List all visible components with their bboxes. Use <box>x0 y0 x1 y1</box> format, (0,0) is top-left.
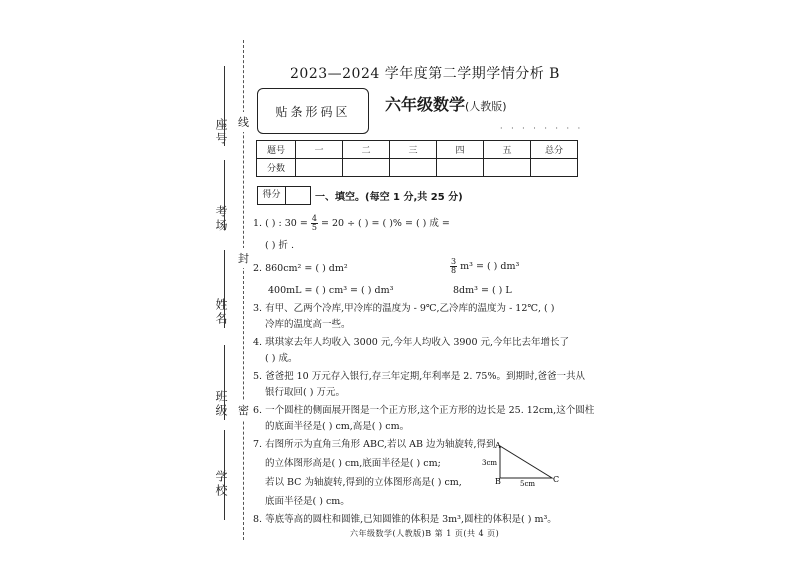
school-line <box>224 430 225 520</box>
barcode-label: 贴条形码区 <box>275 104 351 119</box>
question-7-line-3: 若以 BC 为轴旋转,得到的立体图形高是( ) cm, <box>265 477 462 488</box>
vertex-a-label: A <box>495 441 501 450</box>
vertex-c-label: C <box>553 475 560 484</box>
score-header-cell: 一 <box>296 141 343 159</box>
question-5-line-2: 银行取回( ) 万元。 <box>265 387 345 398</box>
subject-name: 六年级数学 <box>385 95 466 114</box>
score-header-cell: 题号 <box>257 141 296 159</box>
binding-label-seat: 座号 <box>214 118 228 146</box>
barcode-area <box>257 88 369 134</box>
question-3-line-2: 冷库的温度高一些。 <box>265 319 351 330</box>
section-heading: 一、填空。(每空 1 分,共 25 分) <box>315 192 463 203</box>
binding-char-feng: 封 <box>238 248 249 268</box>
question-6-line-2: 的底面半径是( ) cm,高是( ) cm。 <box>265 421 410 432</box>
binding-label-class: 班级 <box>214 390 228 418</box>
score-row-label: 分数 <box>257 159 296 177</box>
score-header-cell: 二 <box>343 141 390 159</box>
ab-length-label: 3cm <box>482 459 498 467</box>
binding-label-room: 考场 <box>214 205 228 233</box>
q1-frac-den: 5 <box>311 223 317 232</box>
binding-char-xian: 线 <box>238 112 249 132</box>
score-cell[interactable] <box>296 159 343 177</box>
score-header-cell: 总分 <box>531 141 578 159</box>
score-cell[interactable] <box>531 159 578 177</box>
header-dots: · · · · · · · · <box>500 124 584 133</box>
q2-frac-den: 8 <box>451 266 457 275</box>
section-score-label: 得分 <box>258 187 286 204</box>
q1-part-b: = 20 ÷ ( ) = ( )% = ( ) 成 = <box>320 218 450 229</box>
score-cell[interactable] <box>484 159 531 177</box>
triangle-abc <box>500 446 552 478</box>
question-4-line-2: ( ) 成。 <box>265 353 298 364</box>
question-1-line-1 <box>253 215 450 232</box>
score-cell[interactable] <box>390 159 437 177</box>
triangle-figure <box>482 438 562 488</box>
question-1-line-2: ( ) 折 . <box>265 240 294 251</box>
score-header-cell: 五 <box>484 141 531 159</box>
seat-line <box>224 66 225 146</box>
question-6-line-1: 6. 一个圆柱的侧面展开图是一个正方形,这个正方形的边长是 25. 12cm,这个圆柱 <box>253 405 595 416</box>
score-table <box>256 140 578 177</box>
question-2-line-1b <box>450 258 519 275</box>
q2-fraction <box>450 258 457 275</box>
score-table-score-row <box>257 159 578 177</box>
score-header-cell: 四 <box>437 141 484 159</box>
score-cell[interactable] <box>437 159 484 177</box>
room-line <box>224 160 225 230</box>
subject-edition: (人教版) <box>465 100 507 113</box>
q1-frac-num: 4 <box>311 214 317 223</box>
question-7-line-2: 的立体图形高是( ) cm,底面半径是( ) cm; <box>265 458 441 469</box>
question-2-line-1a: 2. 860cm² = ( ) dm² <box>253 263 348 274</box>
question-7-line-4: 底面半径是( ) cm。 <box>265 496 350 507</box>
binding-label-name: 姓名 <box>214 298 228 326</box>
exam-title: 2023—2024 学年度第二学期学情分析 B <box>290 66 560 82</box>
class-line <box>224 345 225 420</box>
section-score-box[interactable] <box>257 186 311 205</box>
q1-part-a: 1. ( ) : 30 = <box>253 218 308 229</box>
q2-part-b: m³ = ( ) dm³ <box>460 261 520 272</box>
score-header-cell: 三 <box>390 141 437 159</box>
subject-title <box>385 92 507 115</box>
question-5-line-1: 5. 爸爸把 10 万元存入银行,存三年定期,年利率是 2. 75%。到期时,爸爸一共从 <box>253 371 585 382</box>
vertex-b-label: B <box>495 477 501 486</box>
name-line <box>224 250 225 328</box>
question-7-line-1: 7. 右图所示为直角三角形 ABC,若以 AB 边为轴旋转,得到 <box>253 439 496 450</box>
score-cell[interactable] <box>343 159 390 177</box>
question-8: 8. 等底等高的圆柱和圆锥,已知圆锥的体积是 3m³,圆柱的体积是( ) m³。 <box>253 514 557 525</box>
page-footer: 六年级数学(人教版)B 第 1 页(共 4 页) <box>350 529 500 538</box>
question-3-line-1: 3. 有甲、乙两个冷库,甲冷库的温度为 - 9℃,乙冷库的温度为 - 12℃, ( ) <box>253 303 555 314</box>
binding-label-school: 学校 <box>214 470 228 498</box>
question-4-line-1: 4. 琪琪家去年人均收入 3000 元,今年人均收入 3900 元,今年比去年增长了 <box>253 337 570 348</box>
bc-length-label: 5cm <box>520 480 536 488</box>
q1-fraction <box>311 215 318 232</box>
binding-char-mi: 密 <box>238 400 249 420</box>
score-table-header-row <box>257 141 578 159</box>
question-2-line-2a: 400mL = ( ) cm³ = ( ) dm³ <box>268 285 394 296</box>
q2-frac-num: 3 <box>451 257 457 266</box>
question-2-line-2b: 8dm³ = ( ) L <box>453 285 512 296</box>
